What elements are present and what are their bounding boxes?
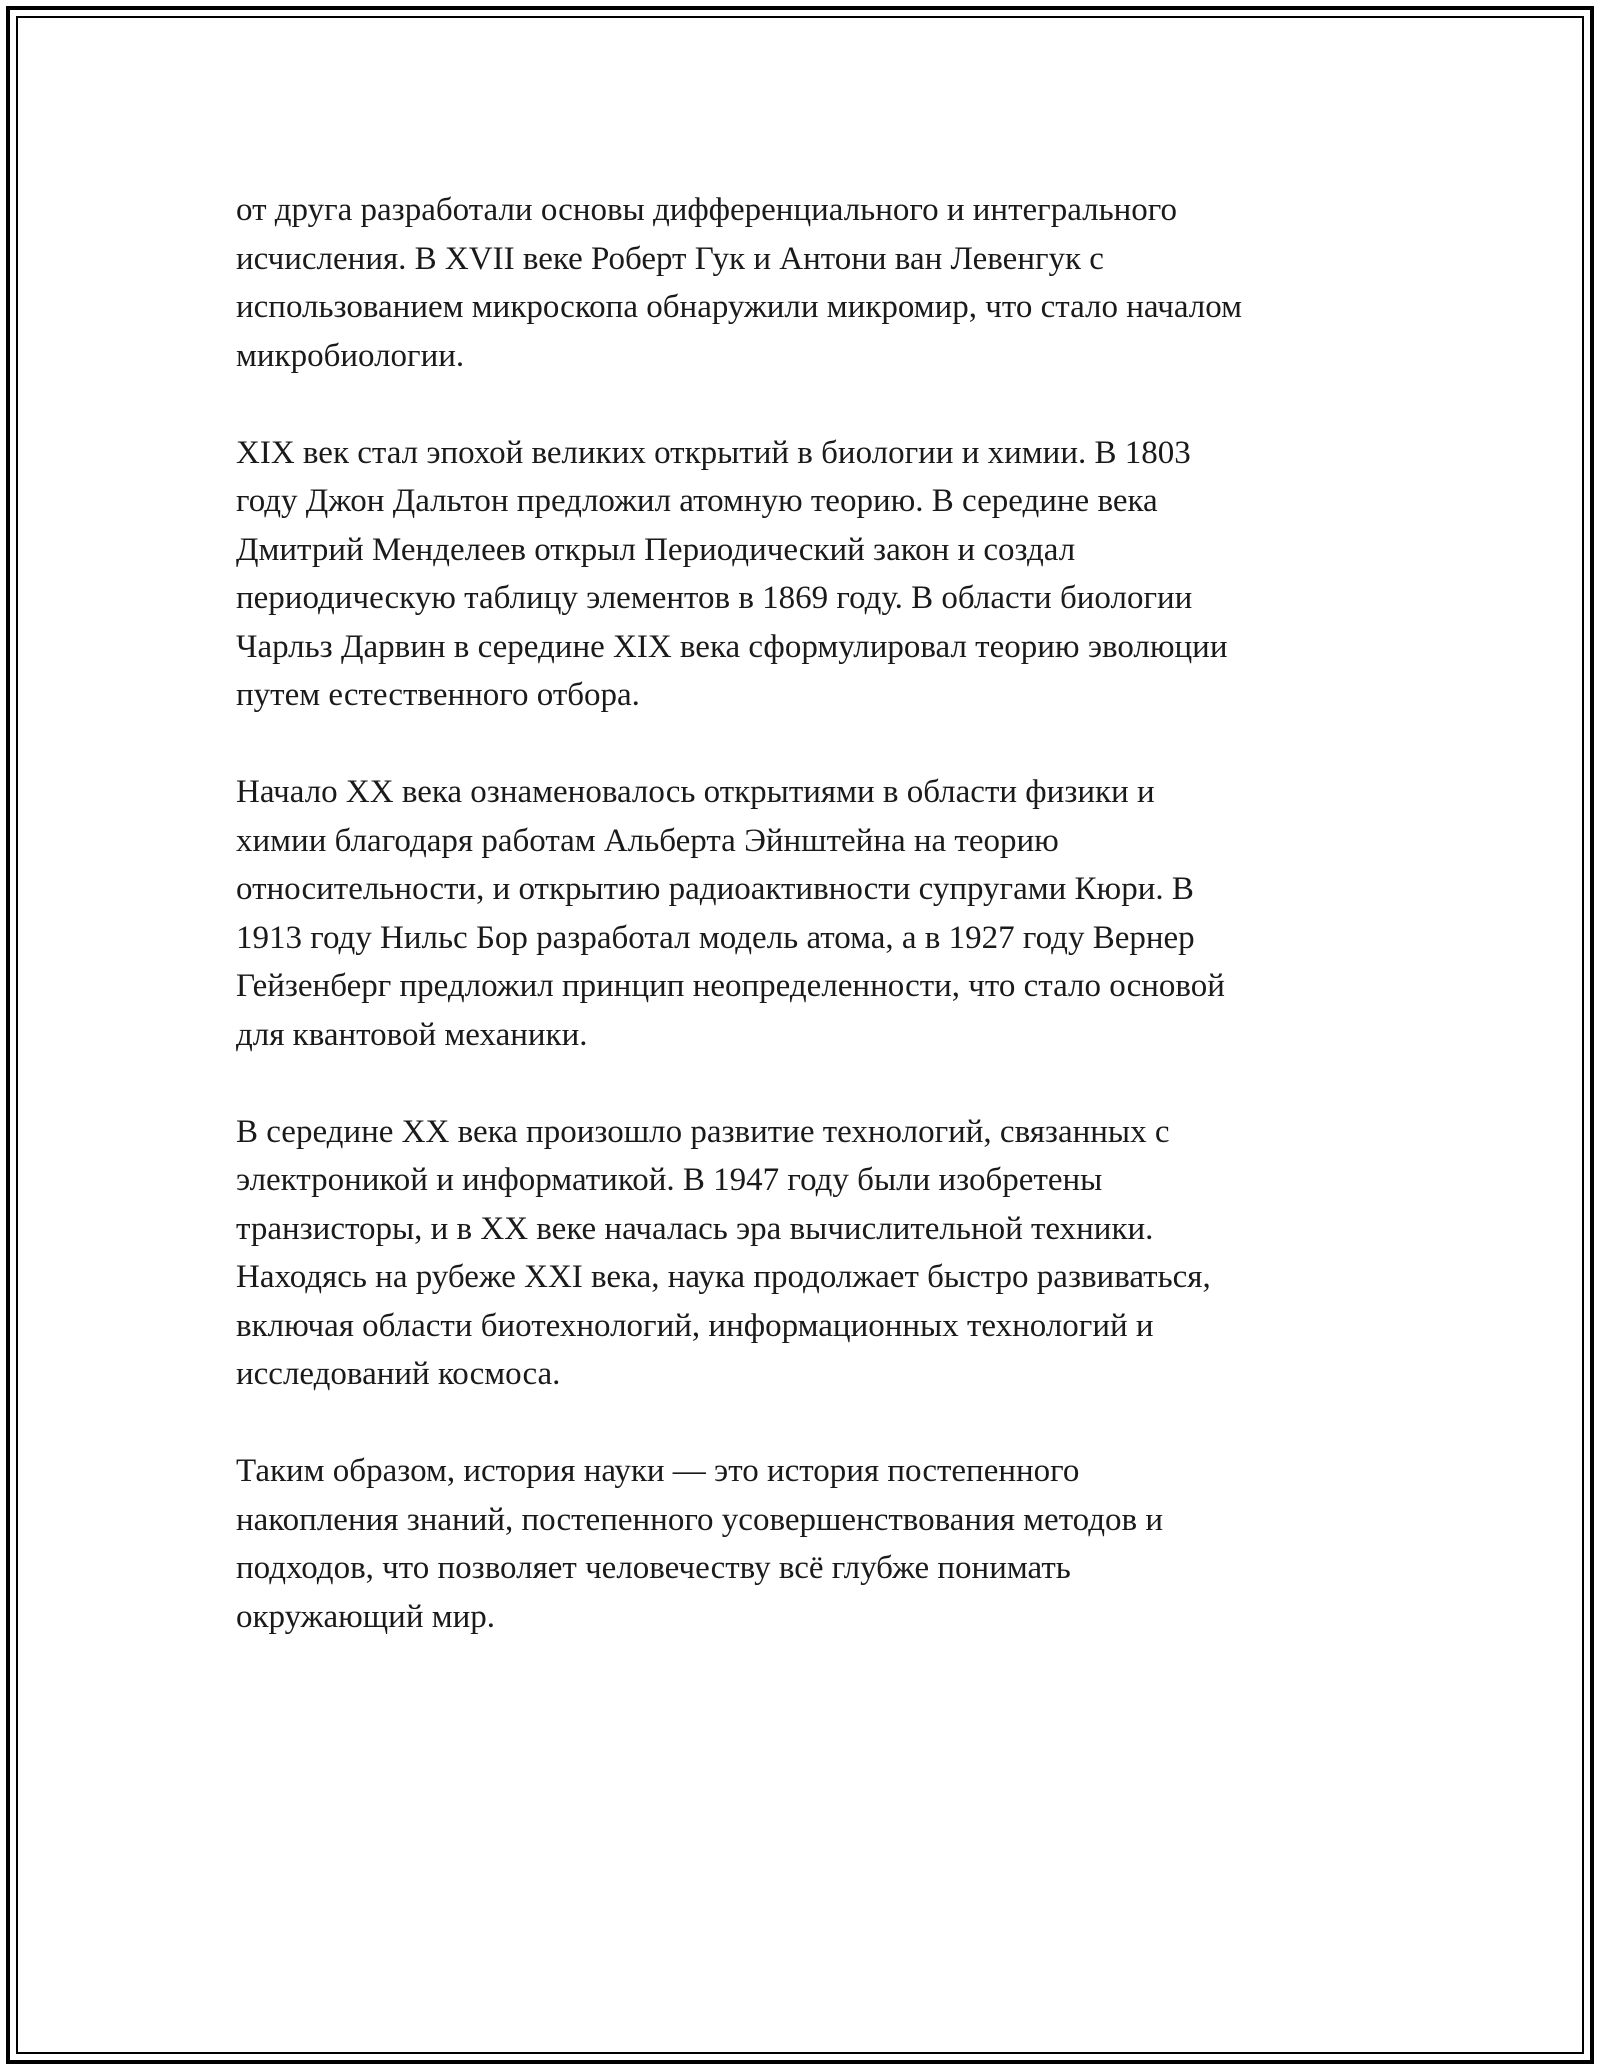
text-line: накопления знаний, постепенного усовершенствования методов и bbox=[236, 1501, 1164, 1538]
text-line: исчисления. В XVII веке Роберт Гук и Антони ван Левенгук с bbox=[236, 240, 1104, 277]
text-line: транзисторы, и в XX веке началась эра вычислительной техники. bbox=[236, 1210, 1154, 1247]
text-line: Чарльз Дарвин в середине XIX века сформулировал теорию эволюции bbox=[236, 628, 1228, 665]
text-line: периодическую таблицу элементов в 1869 году. В области биологии bbox=[236, 580, 1193, 616]
text-line: подходов, что позволяет человечеству всё глубже понимать bbox=[236, 1550, 1071, 1586]
text-line: окружающий мир. bbox=[236, 1598, 496, 1635]
text-line: использованием микроскопа обнаружили микромир, что стало началом bbox=[236, 289, 1243, 325]
text-line: 1913 году Нильс Бор разработал модель атома, а в 1927 году Вернер bbox=[236, 919, 1195, 956]
text-line: для квантовой механики. bbox=[236, 1016, 588, 1053]
paragraph-3 bbox=[236, 768, 1376, 1059]
paragraph-5 bbox=[236, 1447, 1376, 1641]
text-line: XIX век стал эпохой великих открытий в биологии и химии. В 1803 bbox=[236, 434, 1191, 471]
text-line: году Джон Дальтон предложил атомную теорию. В середине века bbox=[236, 483, 1158, 519]
text-line: путем естественного отбора. bbox=[236, 677, 640, 713]
paragraph-2 bbox=[236, 429, 1376, 720]
text-line: микробиологии. bbox=[236, 337, 465, 374]
text-line: относительности, и открытию радиоактивности супругами Кюри. В bbox=[236, 871, 1194, 907]
text-line: от друга разработали основы дифференциального и интегрального bbox=[236, 192, 1178, 228]
text-line: химии благодаря работам Альберта Эйнштейна на теорию bbox=[236, 822, 1059, 859]
paragraph-4 bbox=[236, 1108, 1376, 1399]
paragraph-1 bbox=[236, 186, 1376, 380]
text-line: Гейзенберг предложил принцип неопределенности, что стало основой bbox=[236, 968, 1225, 1004]
text-line: Находясь на рубеже XXI века, наука продолжает быстро развиваться, bbox=[236, 1259, 1211, 1295]
text-line: Таким образом, история науки — это история постепенного bbox=[236, 1453, 1080, 1489]
text-line: Начало XX века ознаменовалось открытиями в области физики и bbox=[236, 774, 1155, 810]
text-line: В середине XX века произошло развитие технологий, связанных с bbox=[236, 1113, 1170, 1150]
text-line: Дмитрий Менделеев открыл Периодический закон и создал bbox=[236, 531, 1076, 568]
text-line: исследований космоса. bbox=[236, 1356, 561, 1392]
text-line: включая области биотехнологий, информационных технологий и bbox=[236, 1307, 1154, 1344]
document-body bbox=[236, 186, 1376, 1690]
text-line: электроникой и информатикой. В 1947 году были изобретены bbox=[236, 1162, 1103, 1198]
